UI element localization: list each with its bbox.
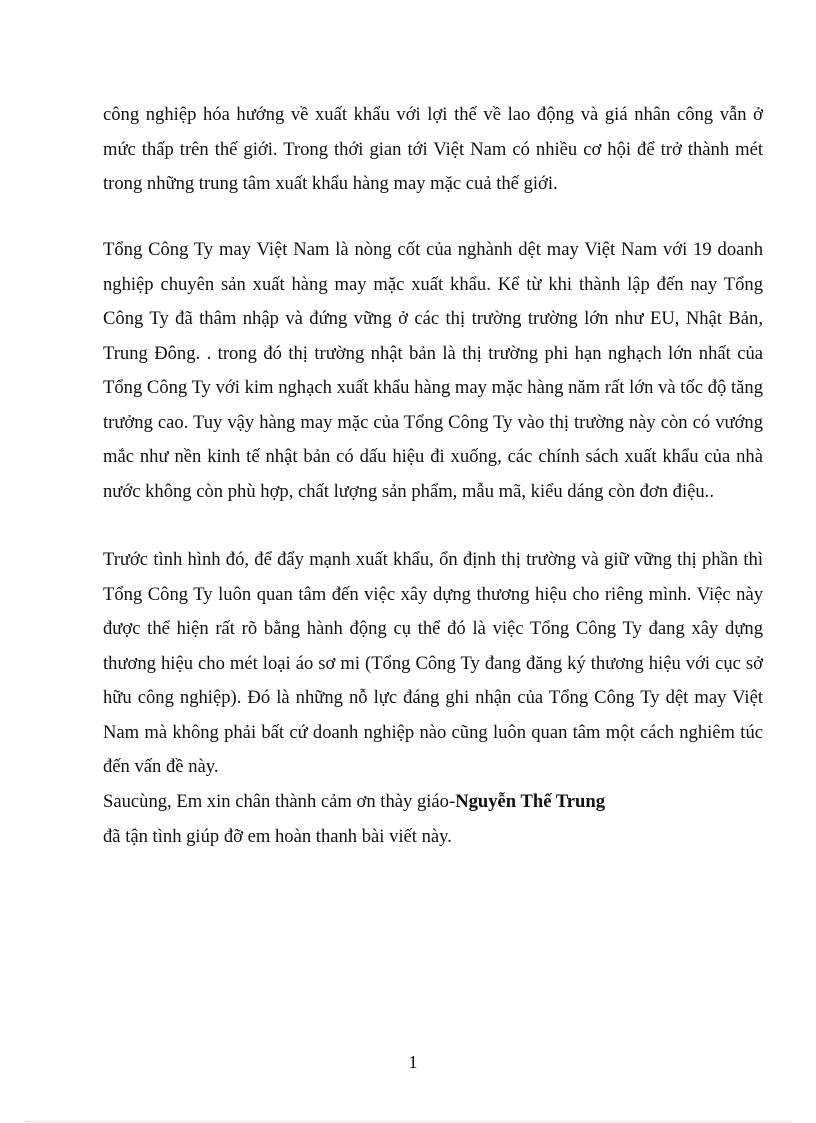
acknowledgement-line-1 xyxy=(103,785,763,820)
acknowledgement-prefix: Saucùng, Em xin chân thành cảm ơn thày giáo- xyxy=(103,791,456,812)
paragraph-vinatex-overview xyxy=(103,233,763,509)
page-number: 1 xyxy=(408,1052,418,1072)
paragraph-text: Tổng Công Ty may Việt Nam là nòng cốt của nghành dệt may Việt Nam với 19 doanh nghiệp chuyên sản xuất hàng may mặc xuất khẩu. Kể từ khi thành lập đến nay Tổng Công Ty đã thâm nhập và đứng vững ở các thị trường trường lớn như EU, Nhật Bản, Trung Đông. . trong đó thị trường nhật bản là thị trường phi hạn nghạch lớn nhất của Tổng Công Ty với kim nghạch xuất khẩu hàng may mặc hàng năm rất lớn và tốc độ tăng trưởng cao. Tuy vậy hàng may mặc của Tổng Công Ty vào thị trường này còn có vướng mắc như nền kinh tế nhật bản có dấu hiệu đi xuống, các chính sách xuất khẩu của nhà nước không còn phù hợp, chất lượng sản phẩm, mẫu mã, kiểu dáng còn đơn điệu.. xyxy=(103,239,763,502)
paragraph-acknowledgement xyxy=(103,785,763,854)
acknowledgement-line-2: đã tận tình giúp đỡ em hoàn thanh bài viết này. xyxy=(103,825,452,847)
paragraph-export-advantage xyxy=(103,98,763,202)
teacher-name: Nguyễn Thế Trung xyxy=(455,791,606,812)
paragraph-text: Trước tình hình đó, để đẩy mạnh xuất khẩu, ổn định thị trường và giữ vững thị phần thì Tổng Công Ty luôn quan tâm đến việc xây dựng thương hiệu cho riêng mình. Việc này được thể hiện rất rõ bằng hành động cụ thể đó là việc Tổng Công Ty đang xây dựng thương hiệu cho mét loại áo sơ mi (Tổng Công Ty đang đăng ký thương hiệu với cục sở hữu công nghiệp). Đó là những nỗ lực đáng ghi nhận của Tổng Công Ty dệt may Việt Nam mà không phải bất cứ doanh nghiệp nào cũng luôn quan tâm một cách nghiêm túc đến vấn đề này. xyxy=(103,549,763,777)
page-bottom-divider xyxy=(24,1121,792,1122)
paragraph-text: công nghiệp hóa hướng về xuất khẩu với lợi thế về lao động và giá nhân công vẫn ở mức thấp trên thế giới. Trong thới gian tới Việt Nam có nhiều cơ hội để trở thành mét trong những trung tâm xuất khẩu hàng may mặc cuả thế giới. xyxy=(103,104,763,194)
paragraph-brand-building xyxy=(103,543,763,785)
